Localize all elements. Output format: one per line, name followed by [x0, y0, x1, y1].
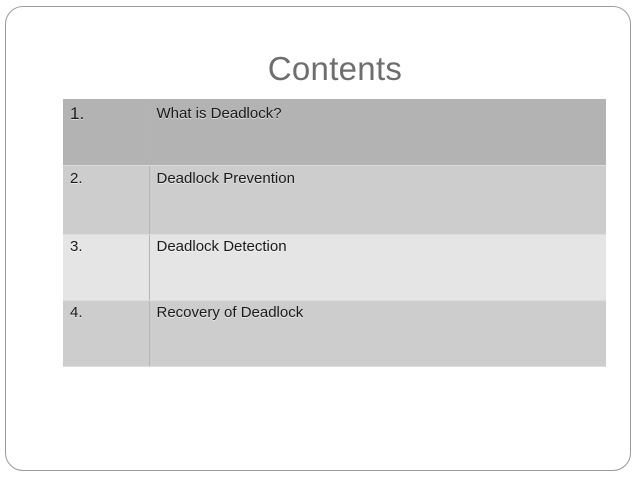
table-row [63, 300, 606, 366]
table-row [63, 234, 606, 300]
table-row [63, 165, 606, 234]
contents-table [63, 99, 606, 367]
row-number: 1. [63, 99, 149, 165]
row-number: 3. [63, 234, 149, 300]
table-row [63, 99, 606, 165]
slide-title: Contents [267, 50, 403, 87]
row-label: Deadlock Detection [149, 234, 606, 300]
row-label: Recovery of Deadlock [149, 300, 606, 366]
row-label: Deadlock Prevention [149, 165, 606, 234]
row-number: 2. [63, 165, 149, 234]
row-label: What is Deadlock? [149, 99, 606, 165]
row-number: 4. [63, 300, 149, 366]
